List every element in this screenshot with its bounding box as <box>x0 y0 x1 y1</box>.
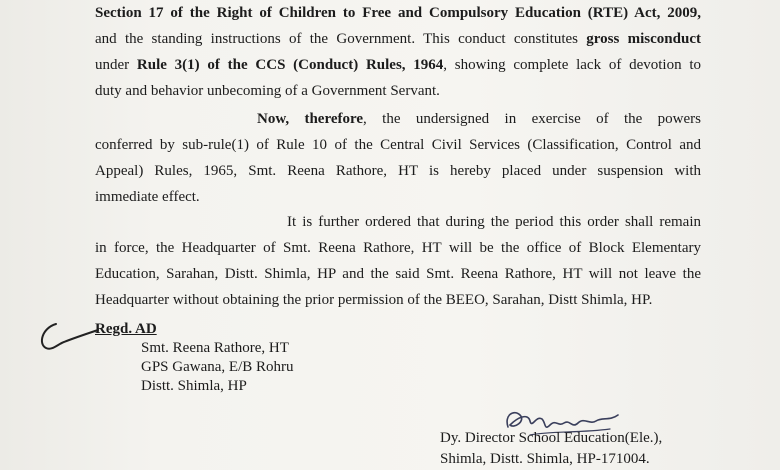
text-line <box>95 158 701 184</box>
text-span: Headquarter without obtaining the prior permission of the BEEO, Sarahan, Distt Shimla, HP. <box>95 292 653 308</box>
text-span: Education, Sarahan, Distt. Shimla, HP and the said Smt. Reena Rathore, HT will not leave the <box>95 266 701 282</box>
paragraph-headquarter <box>95 209 701 313</box>
text-span: in force, the Headquarter of Smt. Reena Rathore, HT will be the office of Block Elementary <box>95 240 701 256</box>
handwritten-tick-mark <box>36 318 100 354</box>
paragraph-suspension <box>95 106 701 210</box>
paragraph-misconduct <box>95 0 701 104</box>
text-line <box>95 287 701 313</box>
text-line <box>95 26 701 52</box>
text-line <box>95 52 701 78</box>
officer-address: Shimla, Distt. Shimla, HP-171004. <box>440 451 650 467</box>
text-span: , the undersigned in exercise of the powers <box>363 111 701 127</box>
text-span: , showing complete lack of devotion to <box>443 57 701 73</box>
addressee-district: Distt. Shimla, HP <box>141 378 247 394</box>
gross-misconduct-emphasis: gross misconduct <box>586 31 701 47</box>
officer-designation: Dy. Director School Education(Ele.), <box>440 430 663 446</box>
text-span: conferred by sub-rule(1) of Rule 10 of the Central Civil Services (Classification, Control and <box>95 137 701 153</box>
addressee <box>95 339 294 396</box>
text-line <box>95 106 701 132</box>
text-span: duty and behavior unbecoming of a Government Servant. <box>95 83 440 99</box>
addressee-school: GPS Gawana, E/B Rohru <box>141 359 294 375</box>
text-line <box>95 184 701 210</box>
text-line <box>95 132 701 158</box>
statute-reference: Section 17 of the Right of Children to Free and Compulsory Education (RTE) Act, 2009, <box>95 5 701 21</box>
text-span: immediate effect. <box>95 189 200 205</box>
text-line <box>95 261 701 287</box>
text-span: It is further ordered that during the period this order shall remain <box>287 214 701 230</box>
text-span: under <box>95 57 137 73</box>
address-block <box>95 320 294 396</box>
now-therefore-emphasis: Now, therefore <box>257 111 364 127</box>
text-line <box>95 78 701 104</box>
text-span: and the standing instructions of the Government. This conduct constitutes <box>95 31 587 47</box>
regd-ad-label: Regd. AD <box>95 321 157 337</box>
rule-reference: Rule 3(1) of the CCS (Conduct) Rules, 1964 <box>136 57 444 73</box>
text-span: Appeal) Rules, 1965, Smt. Reena Rathore, HT is hereby placed under suspension with <box>95 163 701 179</box>
text-line <box>95 235 701 261</box>
text-line <box>95 0 701 26</box>
signature-block <box>440 428 662 470</box>
addressee-name: Smt. Reena Rathore, HT <box>141 340 289 356</box>
text-line <box>95 209 701 235</box>
